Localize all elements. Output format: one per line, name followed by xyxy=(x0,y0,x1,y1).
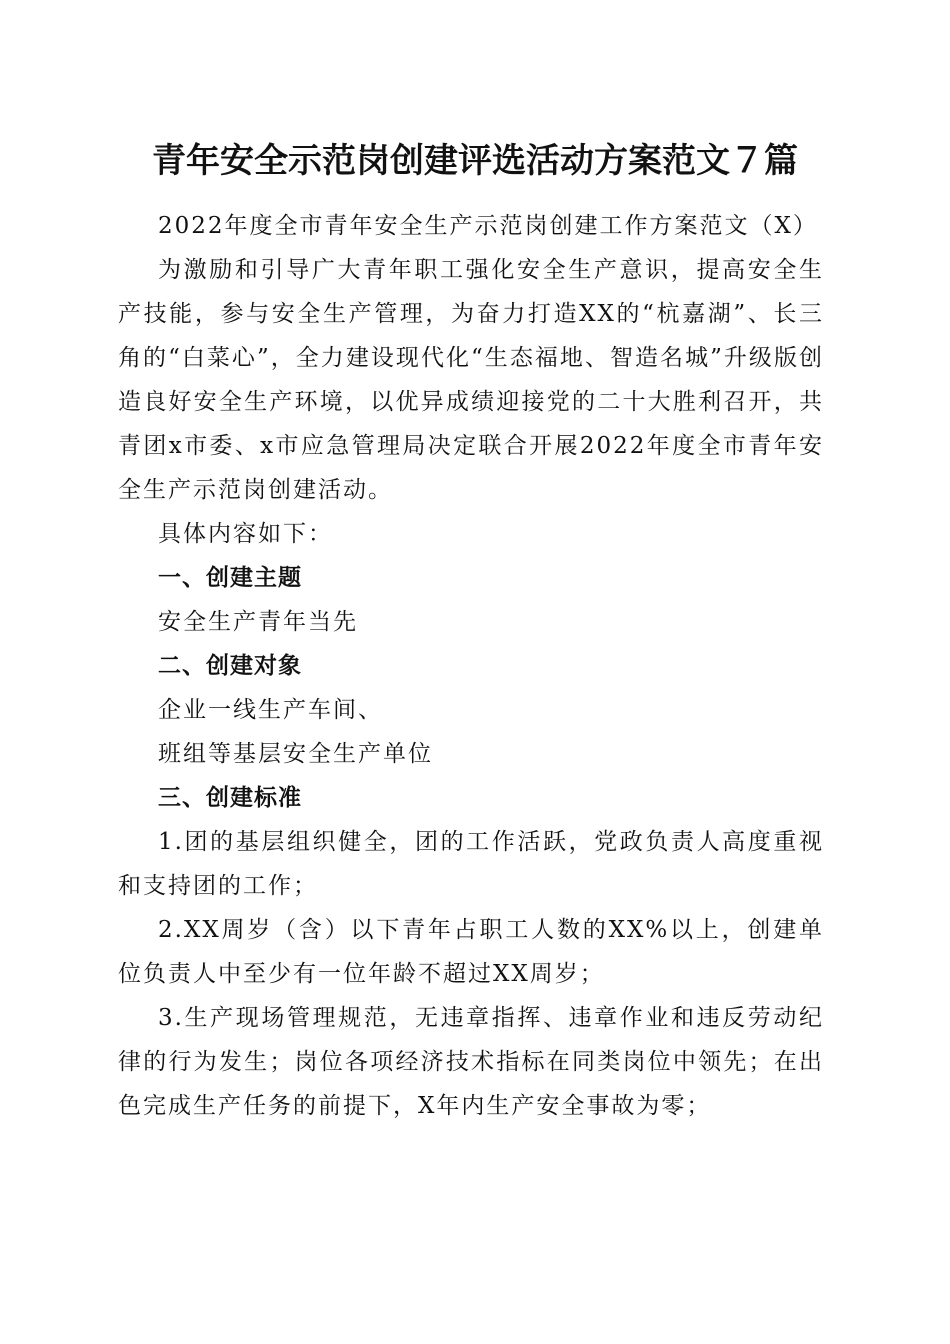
paragraph-target-workshop: 企业一线生产车间、 xyxy=(158,697,383,723)
paragraph-standard-3: 3.生产现场管理规范，无违章指挥、违章作业和违反劳动纪律的行为发生；岗位各项经济技术指标在同类岗位中领先；在出色完成生产任务的前提下，X年内生产安全事故为零； xyxy=(118,1005,824,1119)
heading-targets: 二、创建对象 xyxy=(158,653,302,679)
document-title: 青年安全示范岗创建评选活动方案范文７篇 xyxy=(152,141,798,181)
paragraph-intro: 为激励和引导广大青年职工强化安全生产意识，提高安全生产技能，参与安全生产管理，为奋力打造XX的“杭嘉湖”、长三角的“白菜心”，全力建设现代化“生态福地、智造名城”升级版创造良好安全生产环境，以优异成绩迎接党的二十大胜利召开，共青团x市委、x市应急管理局决定联合开展2022年度全市青年安全生产示范岗创建活动。 xyxy=(118,257,824,503)
heading-theme: 一、创建主题 xyxy=(158,565,302,591)
paragraph-theme: 安全生产青年当先 xyxy=(158,609,358,635)
heading-standards: 三、创建标准 xyxy=(158,785,302,811)
document-body xyxy=(118,204,824,1128)
paragraph-standard-2: 2.XX周岁（含）以下青年占职工人数的XX%以上，创建单位负责人中至少有一位年龄不超过XX周岁； xyxy=(118,917,824,987)
paragraph-content-lead: 具体内容如下： xyxy=(158,521,333,547)
paragraph-target-teams: 班组等基层安全生产单位 xyxy=(158,741,433,767)
paragraph-plan-name: 2022年度全市青年安全生产示范岗创建工作方案范文（X） xyxy=(158,213,818,239)
paragraph-standard-1: 1.团的基层组织健全，团的工作活跃，党政负责人高度重视和支持团的工作； xyxy=(118,829,824,899)
